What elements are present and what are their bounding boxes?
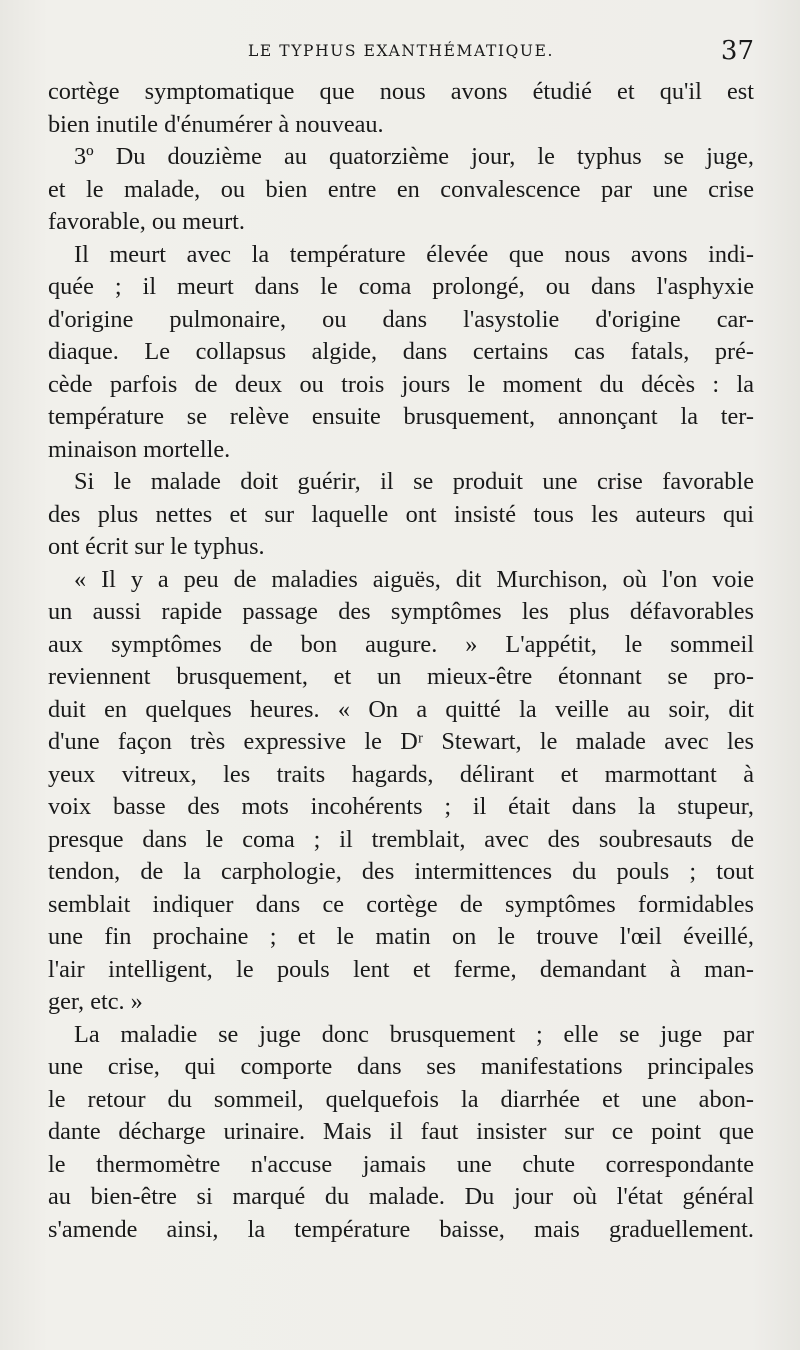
text-line: une fin prochaine ; et le matin on le trouve l'œil éveillé, <box>48 923 754 950</box>
text-line: des plus nettes et sur laquelle ont insisté tous les auteurs qui <box>48 500 754 528</box>
text-line: quée ; il meurt dans le coma prolongé, ou dans l'asphyxie <box>48 273 754 300</box>
text-line: presque dans le coma ; il tremblait, avec des soubresauts de <box>48 825 754 853</box>
text-line: ger, etc. » <box>48 988 143 1015</box>
text-line: s'amende ainsi, la température baisse, mais graduellement. <box>48 1215 754 1243</box>
text-line: yeux vitreux, les traits hagards, délirant et marmottant à <box>48 760 754 788</box>
text-line: l'air intelligent, le pouls lent et ferme, demandant à man- <box>48 955 754 983</box>
text-line: tendon, de la carphologie, des intermittences du pouls ; tout <box>48 858 754 885</box>
text-line: cède parfois de deux ou trois jours le moment du décès : la <box>48 370 754 398</box>
text-line: voix basse des mots incohérents ; il était dans la stupeur, <box>48 793 754 820</box>
text-line: cortège symptomatique que nous avons étudié et qu'il est <box>48 78 754 105</box>
text-line: le retour du sommeil, quelquefois la diarrhée et une abon- <box>48 1085 754 1113</box>
text-line: minaison mortelle. <box>48 435 231 463</box>
text-line: favorable, ou meurt. <box>48 208 245 235</box>
text-line: au bien-être si marqué du malade. Du jour où l'état général <box>48 1183 754 1210</box>
text-line: d'une façon très expressive le Dʳ Stewart, le malade avec les <box>48 728 754 755</box>
page-number: 37 <box>720 36 754 66</box>
text-line: semblait indiquer dans ce cortège de symptômes formidables <box>48 890 754 918</box>
text-line: et le malade, ou bien entre en convalescence par une crise <box>48 175 754 203</box>
text-line: dante décharge urinaire. Mais il faut insister sur ce point que <box>48 1118 754 1145</box>
text-line: Si le malade doit guérir, il se produit une crise favorable <box>74 468 754 495</box>
text-line: Il meurt avec la température élevée que nous avons indi- <box>74 240 754 268</box>
text-line: aux symptômes de bon augure. » L'appétit, le sommeil <box>48 630 754 658</box>
text-line: ont écrit sur le typhus. <box>48 533 265 560</box>
text-line: La maladie se juge donc brusquement ; elle se juge par <box>74 1020 754 1048</box>
text-line: une crise, qui comporte dans ses manifestations principales <box>48 1053 754 1080</box>
text-line: température se relève ensuite brusquement, annonçant la ter- <box>48 403 754 430</box>
text-line: d'origine pulmonaire, ou dans l'asystolie d'origine car- <box>48 305 754 333</box>
text-line: duit en quelques heures. « On a quitté la veille au soir, dit <box>48 695 754 723</box>
text-line: 3º Du douzième au quatorzième jour, le typhus se juge, <box>74 143 754 170</box>
text-line: un aussi rapide passage des symptômes les plus défavorables <box>48 598 754 625</box>
text-line: reviennent brusquement, et un mieux-être étonnant se pro- <box>48 663 754 690</box>
running-title: LE TYPHUS EXANTHÉMATIQUE. <box>247 42 555 60</box>
page-header <box>48 36 754 76</box>
text-line: diaque. Le collapsus algide, dans certains cas fatals, pré- <box>48 338 754 365</box>
text-line: « Il y a peu de maladies aiguës, dit Murchison, où l'on voie <box>74 565 754 593</box>
text-line: le thermomètre n'accuse jamais une chute correspondante <box>48 1150 754 1178</box>
text-line: bien inutile d'énumérer à nouveau. <box>48 110 384 138</box>
body-text <box>48 76 754 1246</box>
